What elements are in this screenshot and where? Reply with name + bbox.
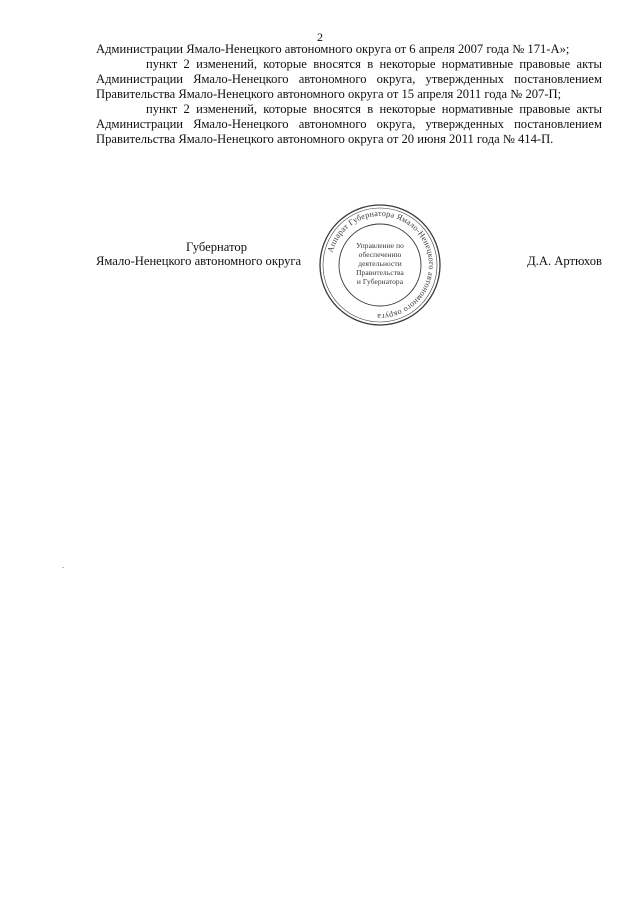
seal-center-text bbox=[340, 241, 420, 286]
scan-speck bbox=[62, 567, 64, 568]
seal-center-line: обеспечению bbox=[358, 250, 402, 259]
seal-center-line: и Губернатора bbox=[356, 277, 404, 286]
seal-center-line: Управление по bbox=[356, 241, 404, 250]
document-body bbox=[96, 42, 602, 147]
paragraph-continuation: Администрации Ямало-Ненецкого автономного округа от 6 апреля 2007 года № 171-А»; bbox=[96, 42, 570, 56]
signatory-region: Ямало-Ненецкого автономного округа bbox=[96, 254, 302, 268]
seal-center-line: Правительства bbox=[356, 268, 404, 277]
seal-center-line: деятельности bbox=[358, 259, 402, 268]
paragraph-item-207: пункт 2 изменений, которые вносятся в некоторые нормативные правовые акты Администрации Ямало-Ненецкого автономного округа, утвержденных постановлением Правительства Ямало-Ненецкого автономного округа от 15 апреля 2011 года № 207-П; bbox=[96, 57, 602, 101]
signatory-name: Д.А. Артюхов bbox=[527, 254, 602, 268]
page-number: 2 bbox=[317, 30, 323, 44]
paragraph-item-414: пункт 2 изменений, которые вносятся в некоторые нормативные правовые акты Администрации Ямало-Ненецкого автономного округа, утвержденных постановлением Правительства Ямало-Ненецкого автономного округа от 20 июня 2011 года № 414-П. bbox=[96, 102, 602, 146]
official-seal bbox=[318, 203, 442, 327]
seal-ring-text: Аппарат Губернатора Ямало-Ненецкого автономного округа bbox=[325, 208, 437, 322]
signatory-position: Губернатор bbox=[186, 240, 247, 254]
